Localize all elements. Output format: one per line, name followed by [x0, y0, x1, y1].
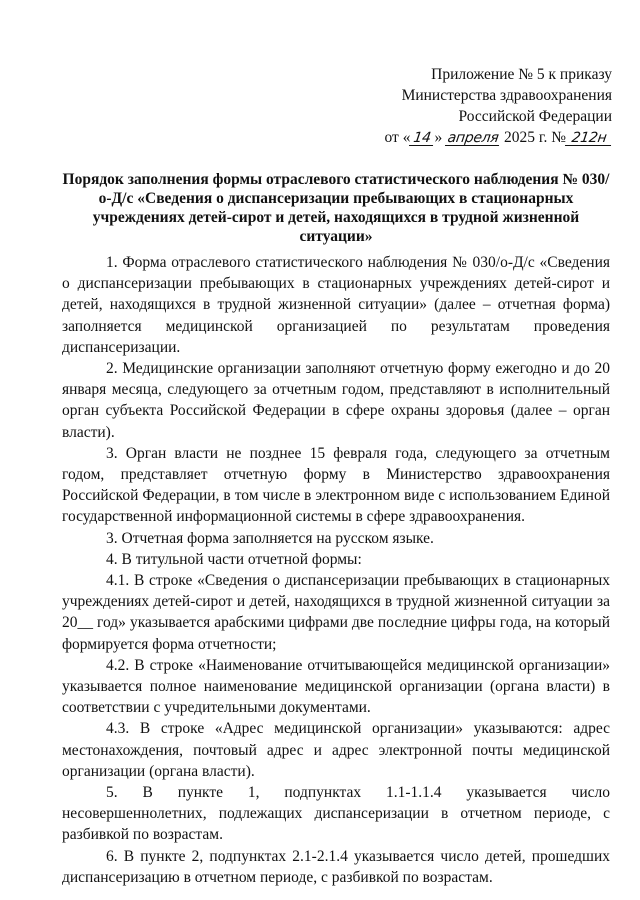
paragraph: 3. Отчетная форма заполняется на русском языке.: [106, 529, 434, 547]
handwritten-order-number: 212н: [565, 131, 613, 146]
document-body: [62, 252, 610, 888]
paragraph: 4.1. В строке «Сведения о диспансеризации пребывающих в стационарных учреждениях детей-сирот и детей, находящихся в трудной жизненной ситуации за 20__ год» указывается арабскими цифрами две последние цифры года, на который формируется форма отчетности;: [62, 572, 610, 653]
paragraph: 4.3. В строке «Адрес медицинской организации» указываются: адрес местонахождения, почтовый адрес и адрес электронной почты медицинской организации (органа власти).: [62, 720, 610, 780]
paragraph: 2. Медицинские организации заполняют отчетную форму ежегодно и до 20 января месяца, следующего за отчетным годом, представляют в исполнительный орган субъекта Российской Федерации в сфере охраны здоровья (далее – орган власти).: [62, 360, 610, 441]
date-prefix: от «: [384, 129, 411, 146]
appendix-line-2: Министерства здравоохранения: [401, 87, 612, 104]
paragraph: 1. Форма отраслевого статистического наблюдения № 030/о-Д/с «Сведения о диспансеризации пребывающих в стационарных учреждениях детей-сирот и детей, находящихся в трудной жизненной ситуации» (далее – отчетная форма) заполняется медицинской организацией по результатам проведения диспансеризации.: [62, 254, 610, 356]
appendix-date-line: [350, 127, 612, 148]
paragraph: 4.2. В строке «Наименование отчитывающейся медицинской организации» указывается полное наименование медицинской организации (органа власти) в соответствии с учредительными документами.: [62, 656, 610, 717]
handwritten-month: апреля: [446, 130, 500, 146]
appendix-line-1: Приложение № 5 к приказу: [431, 66, 612, 83]
appendix-header: [350, 64, 612, 148]
paragraph: 6. В пункте 2, подпунктах 2.1-2.1.4 указывается число детей, прошедших диспансеризацию в отчетном периоде, с разбивкой по возрастам.: [62, 847, 610, 886]
appendix-line-3: Российской Федерации: [458, 108, 612, 125]
date-year: 2025 г. №: [503, 129, 566, 146]
date-quote-close: »: [434, 129, 443, 146]
paragraph: 3. Орган власти не позднее 15 февраля года, следующего за отчетным годом, представляет отчетную форму в Министерство здравоохранения Российской Федерации, в том числе в электронном виде с использованием Единой государственной информационной системы в сфере здравоохранения.: [62, 444, 610, 526]
paragraph: 5. В пункте 1, подпунктах 1.1-1.1.4 указывается число несовершеннолетних, подлежащих диспансеризации в отчетном периоде, с разбивкой по возрастам.: [62, 784, 610, 844]
paragraph: 4. В титульной части отчетной формы:: [106, 550, 362, 568]
document-title: Порядок заполнения формы отраслевого статистического наблюдения № 030/о-Д/с «Сведения о диспансеризации пребывающих в стационарных учреждениях детей-сирот и детей, находящихся в трудной жизненной ситуации»: [62, 171, 610, 245]
handwritten-day: 14: [409, 131, 435, 146]
